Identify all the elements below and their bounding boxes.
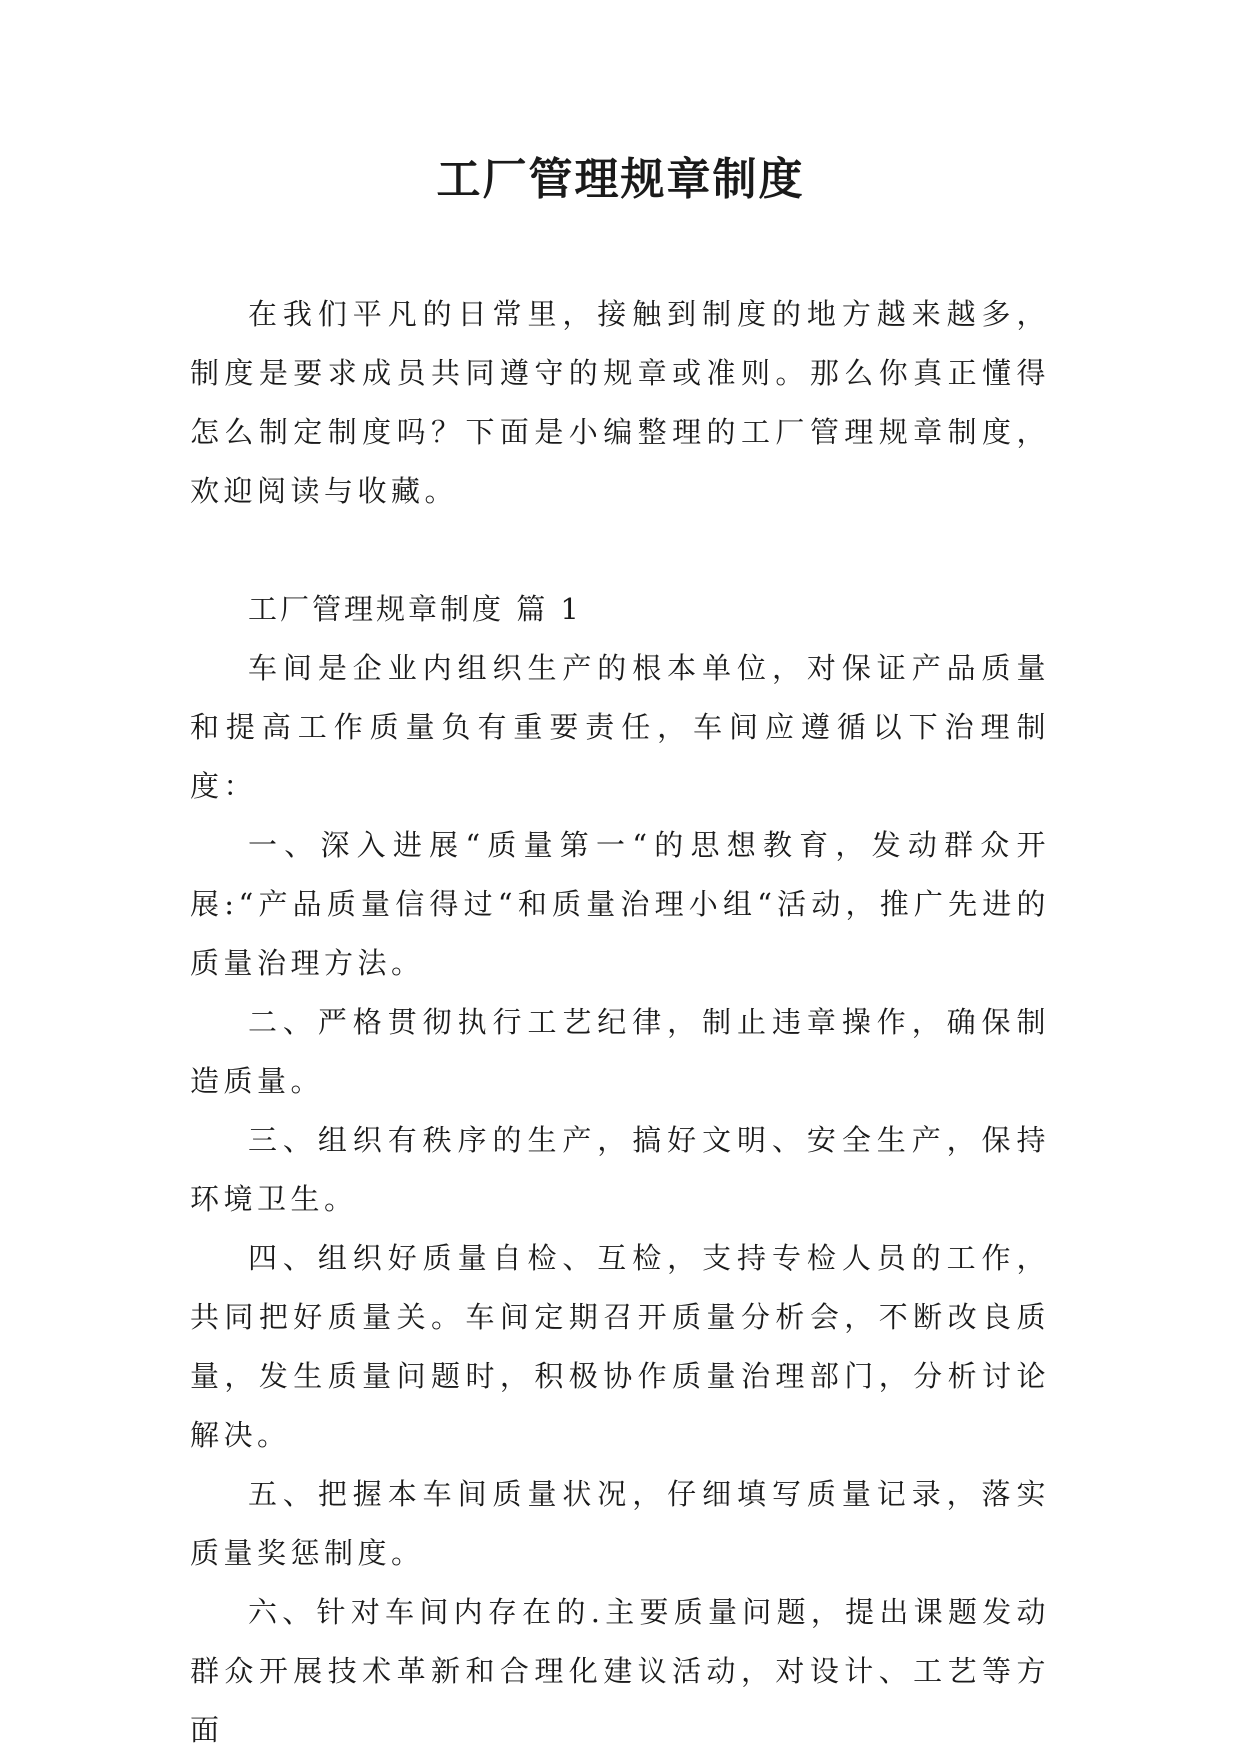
intro-paragraph: 在我们平凡的日常里，接触到制度的地方越来越多，制度是要求成员共同遵守的规章或准则。那么你真正懂得怎么制定制度吗？下面是小编整理的工厂管理规章制度，欢迎阅读与收藏。 [190,297,1050,508]
body-paragraph: 车间是企业内组织生产的根本单位，对保证产品质量和提高工作质量负有重要责任，车间应遵循以下治理制度： [190,651,1050,803]
section-heading: 工厂管理规章制度 篇 1 [248,592,582,626]
body-paragraph: 五、把握本车间质量状况，仔细填写质量记录，落实质量奖惩制度。 [190,1477,1050,1570]
document-title: 工厂管理规章制度 [436,154,805,205]
body-paragraph: 三、组织有秩序的生产，搞好文明、安全生产，保持环境卫生。 [190,1123,1050,1216]
body-paragraph: 二、严格贯彻执行工艺纪律，制止违章操作，确保制造质量。 [190,1005,1050,1098]
body-paragraph: 四、组织好质量自检、互检，支持专检人员的工作，共同把好质量关。车间定期召开质量分析会，不断改良质量，发生质量问题时，积极协作质量治理部门，分析讨论解决。 [190,1241,1050,1452]
body-paragraph: 一、深入进展“质量第一“的思想教育，发动群众开展:“产品质量信得过“和质量治理小组“活动，推广先进的质量治理方法。 [190,828,1050,980]
body-paragraph: 六、针对车间内存在的.主要质量问题，提出课题发动群众开展技术革新和合理化建议活动，对设计、工艺等方面 [190,1595,1050,1747]
document-body [190,285,1050,1760]
